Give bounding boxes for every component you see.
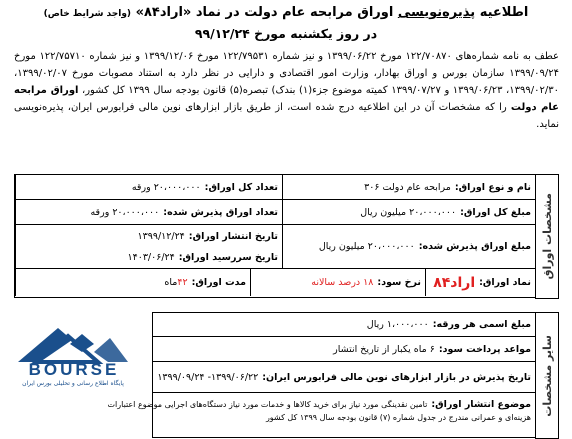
bourse-wordmark: BOURSE <box>28 360 120 379</box>
listing-date-cell: تاریخ پذیرش در بازار ابزارهای نوین مالی فرابورس ایران: ۱۳۹۹/۰۶/۲۲- ۱۳۹۹/۰۹/۲۴ <box>153 362 535 393</box>
issue-date-cell: تاریخ انتشار اوراق: ۱۳۹۹/۱۲/۲۴ <box>15 225 282 247</box>
name-cell: نام و نوع اوراق: مرابحه عام دولت ۳۰۶ <box>282 175 535 200</box>
accepted-amount-cell: مبلغ اوراق پذیرش شده: ۲۰،۰۰۰،۰۰۰ میلیون ریال <box>282 225 535 269</box>
purpose-line-2: هزینه‌ای و عمرانی مندرج در جدول شماره (۷) قانون بودجه سال ۱۳۹۹ کل کشور <box>265 413 531 422</box>
intro-paragraph: عطف به نامه شماره‌های ۱۲۲/۷۰۸۷۰ مورخ ۱۳۹۹/۰۶/۲۲ و نیز شماره ۱۲۲/۷۹۵۳۱ مورخ ۱۳۹۹/۱۲/۰۶ و نیز شماره ۱۲۲/۷۵۷۱۰ مورخ ۱۳۹۹/۰۹/۲۴ سازمان بورس و اوراق بهادار، وزارت امور اقتصادی و دارایی در نظر دارد به استناد مصوبات مورخ ۱۳۹۹/۰۲/۰۷، ۱۳۹۹/۰۲/۳۰، ۱۳۹۹/۰۶/۲۳ و ۱۳۹۹/۰۷/۲۷ کمیته موضوع جزء(۱) بندک) تبصره(۵) قانون بودجه سال ۱۳۹۹ کل کشور، اوراق مرابحه عام دولت را که مشخصات آن در این اطلاعیه درج شده است، از طریق بازار ابزارهای نوین مالی فرابورس ایران، پذیره‌نویسی نماید. <box>14 51 560 130</box>
amount-cell: مبلغ کل اوراق: ۲۰،۰۰۰،۰۰۰ میلیون ریال <box>282 200 535 225</box>
symbol-cell: نماد اوراق: اراد۸۴ <box>425 269 535 296</box>
specs-sidebar: مشخصات اوراق <box>535 174 559 299</box>
accepted-count-cell: تعداد اوراق پذیرش شده: ۲۰،۰۰۰،۰۰۰ ورقه <box>15 200 282 225</box>
maturity-date-cell: تاریخ سررسید اوراق: ۱۴۰۳/۰۶/۲۴ <box>15 247 282 269</box>
count-cell: تعداد کل اوراق: ۲۰،۰۰۰،۰۰۰ ورقه <box>15 175 282 200</box>
other-specs-sidebar: سایر مشخصات <box>535 312 559 439</box>
duration-cell: مدت اوراق: ۴۲ ماه <box>15 269 250 296</box>
rate-cell: نرخ سود: ۱۸ درصد سالانه <box>250 269 425 296</box>
announcement-title: اطلاعیه پذیره‌نویسی اوراق مرابحه عام دولت در نماد «اراد۸۴» (واجد شرایط خاص) <box>43 5 529 20</box>
payment-schedule-cell: مواعد پرداخت سود: ۶ ماه یکبار از تاریخ انتشار <box>153 337 535 362</box>
face-value-cell: مبلغ اسمی هر ورقه: ۱،۰۰۰،۰۰۰ ریال <box>153 313 535 337</box>
announcement-date: در روز یکشنبه مورخ ۹۹/۱۲/۲۴ <box>194 26 378 41</box>
bourse-logo <box>10 322 136 394</box>
purpose-cell: موضوع انتشار اوراق:تامین نقدینگی مورد نیاز برای خرید کالاها و خدمات مورد نیاز دستگاه‌های اجرایی موضوع اعتبارات هزینه‌ای و عمرانی مندرج در جدول شماره (۷) قانون بودجه سال ۱۳۹۹ کل کشور <box>107 399 531 422</box>
bourse-tagline: پایگاه اطلاع رسانی و تحلیلی بورس ایران <box>22 380 124 387</box>
